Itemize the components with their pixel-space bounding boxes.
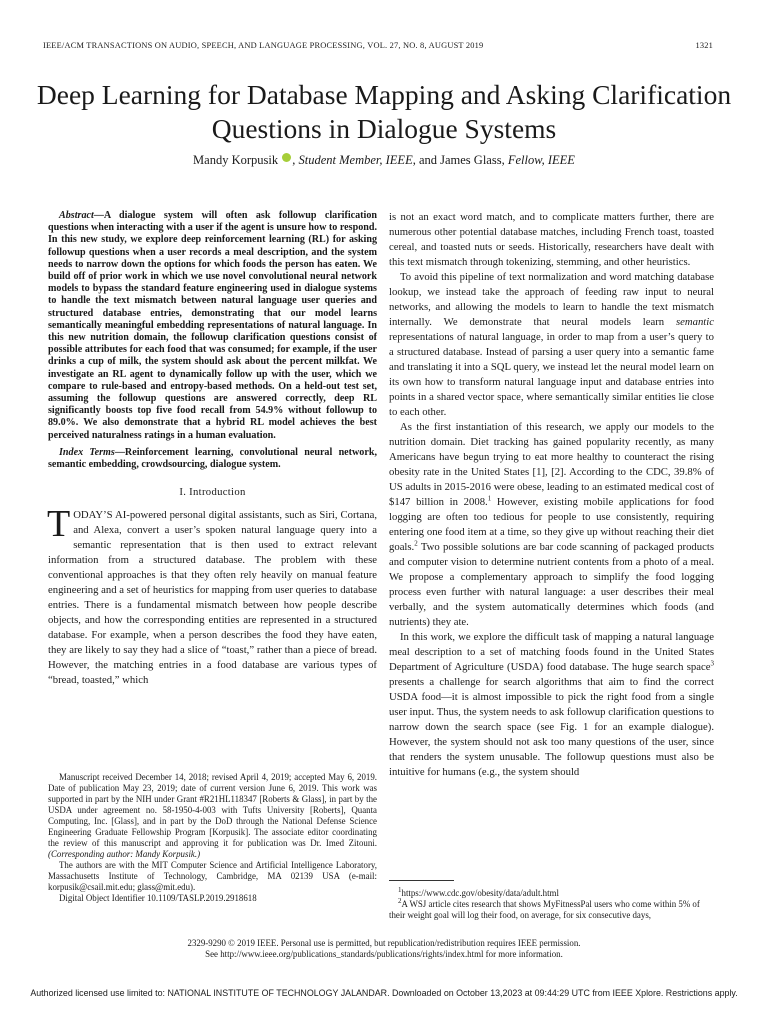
dropcap: T bbox=[47, 503, 71, 546]
abstract: Abstract—A dialogue system will often ask followup clarification questions when interacting with a user if the agent is unsure how to respond. In this new study, we explore deep reinforcement learning (RL) for asking followup questions when a user records a meal description, and the system needs to narrow down the options for which foods the person has eaten. We build off of prior work in which we use novel convolutional neural network models to bypass the standard feature engineering used in dialogue systems to handle the text mismatch between natural language user queries and structured database entries, demonstrating that our model learns semantically meaningful embedding representations of natural language. In this new nutrition domain, the followup clarification questions consist of possible attributes for each food that was consumed; for example, if the user drinks a cup of milk, the system should ask about the percent milkfat. We investigate an RL agent to dynamically follow up with the user, which we compare to rule-based and entropy-based methods. On a held-out test set, assuming the followup questions are answered correctly, deep RL significantly boosts top five food recall from 54.9% without followup to 89.0%. We also demonstrate that a hybrid RL model achieves the best perceived naturalness ratings in a human evaluation. bbox=[48, 210, 377, 441]
footnote-ref[interactable]: 3 bbox=[710, 659, 714, 668]
affiliation-note: The authors are with the MIT Computer Science and Artificial Intelligence Laboratory, Massachusetts Institute of Technology, Cambridge, MA 02139 USA (e-mail: korpusik@csail.mit.edu; glass@mit.edu). bbox=[48, 860, 377, 892]
index-terms-text: Reinforcement learning, convolutional neural network, semantic embedding, crowdsourcing, dialogue system. bbox=[48, 446, 377, 471]
abstract-label: Abstract bbox=[59, 210, 94, 221]
running-header bbox=[43, 41, 713, 50]
license-banner: Authorized licensed use limited to: NATIONAL INSTITUTE OF TECHNOLOGY JALANDAR. Downloaded on October 13,2023 at 09:44:29 UTC from IEEE Xplore. Restrictions apply. bbox=[30, 988, 738, 998]
orcid-icon[interactable] bbox=[282, 153, 291, 162]
author-role: Fellow, IEEE bbox=[507, 153, 575, 167]
footnote-link[interactable]: https://www.cdc.gov/obesity/data/adult.html bbox=[401, 888, 559, 898]
first-page-footnote bbox=[48, 772, 377, 904]
intro-text: ODAY’S AI-powered personal digital assistants, such as Siri, Cortana, and Alexa, convert a user’s spoken natural language query into a semantic representation that is then used to extract relevant information from a structured database. The problem with these conventional approaches is that they often rely heavily on manual feature engineering and a set of heuristics for mapping from user queries to database entries. There is a fundamental mismatch between how people describe objects, and how the corresponding entities are represented in a structured database. For example, when a person describes the food they have eaten, they are likely to say they had a slice of “toast,” rather than a piece of bread. However, the matching entries in a food database are various types of “bread, toasted,” which bbox=[48, 509, 377, 687]
manuscript-note: Manuscript received December 14, 2018; revised April 4, 2019; accepted May 6, 2019. Date of publication May 23, 2019; date of current version June 6, 2019. This work was supported in part by the NIH under Grant #R21HL118347 [Roberts & Glass], in part by the USDA under agreement no. 58-1950-4-003 with Tufts University [Roberts], Quanta Computing, Inc. [Glass], and in part by the DoD through the National Defense Science Engineering Graduate Fellowship Program [Korpusik]. The associate editor coordinating the review of this manuscript and approving it for publication was Dr. Imed Zitouni. (Corresponding author: Mandy Korpusik.) bbox=[48, 772, 377, 859]
section-heading: I. Introduction bbox=[179, 486, 246, 499]
copyright-notice bbox=[30, 938, 738, 960]
footnotes bbox=[389, 888, 714, 921]
journal-name: IEEE/ACM TRANSACTIONS ON AUDIO, SPEECH, AND LANGUAGE PROCESSING, VOL. 27, NO. 8, AUGUST 2019 bbox=[43, 41, 484, 50]
right-column bbox=[389, 210, 714, 780]
author-connector: , and James Glass, bbox=[412, 153, 505, 167]
author-role: Student Member, IEEE bbox=[298, 153, 413, 167]
footnote-ref[interactable]: 2 bbox=[414, 539, 418, 548]
abstract-text: A dialogue system will often ask followup clarification questions when interacting with a user if the agent is unsure how to respond. In this new study, we explore deep reinforcement learning (RL) for asking followup questions when a user records a meal description, and the system needs to narrow down the options for which foods the person has eaten. We build off of prior work in which we use novel convolutional neural network models to bypass the standard feature engineering used in dialogue systems to handle the text mismatch between natural language user queries and structured database entries, demonstrating that our model learns semantically meaningful embedding representations of natural language. In this new nutrition domain, the followup clarification questions consist of possible attributes for each food that was consumed; for example, if the user drinks a cup of milk, the system should ask about the percent milkfat. We investigate an RL agent to dynamically follow up with the user, which we compare to rule-based and entropy-based methods. On a held-out test set, assuming the followup questions are answered correctly, deep RL significantly boosts top five food recall from 54.9% without followup to 89.0%. We also demonstrate that a hybrid RL model achieves the best perceived naturalness ratings in a human evaluation. bbox=[48, 210, 377, 441]
body-paragraph: To avoid this pipeline of text normalization and word matching database lookup, we instead take the approach of feeding raw input to neural networks, and allowing the models to learn to handle the text mismatch internally. We demonstrate that neural models learn semantic representations of natural language, in order to map from a user’s query to a structured database. Instead of parsing a user query into a semantic fame and translating it into a SQL query, we instead let the neural model learn on its own how to transform natural language input and database entries into points in a shared vector space, where semantically similar entities lie close to each other. bbox=[389, 271, 714, 418]
index-terms-label: Index Terms bbox=[59, 446, 115, 458]
footnote-ref[interactable]: 1 bbox=[487, 494, 492, 503]
copyright-line: 2329-9290 © 2019 IEEE. Personal use is permitted, but republication/redistribution requires IEEE permission. bbox=[187, 938, 581, 948]
page-number: 1321 bbox=[695, 41, 713, 50]
rights-link[interactable]: See http://www.ieee.org/publications_standards/publications/rights/index.html for more information. bbox=[205, 949, 563, 959]
body-paragraph: is not an exact word match, and to complicate matters further, there are numerous other potential database matches, including French toast, toasted cereal, and toasted nuts or seeds. Historically, researchers have dealt with this text mismatch through tokenizing, stemming, and other heuristics. bbox=[389, 211, 714, 268]
footnote-rule bbox=[389, 880, 454, 881]
body-paragraph: In this work, we explore the difficult task of mapping a natural language meal description to a set of matching foods found in the United States Department of Agriculture (USDA) food database. The huge search space$^3$ presents a challenge for search algorithms that aim to find the correct USDA food—it is almost impossible to pick the right food from a single user input. Thus, the system needs to ask followup clarification questions to narrow down the search space (see Fig. 1 for an example dialogue). However, the system should not ask too many questions of the user, since that renders the system unusable. The followup questions must also be intuitive for humans (e.g., the system should bbox=[389, 631, 714, 778]
paper-title: Deep Learning for Database Mapping and Asking Clarification Questions in Dialogue Systems bbox=[36, 79, 732, 144]
index-terms: Index Terms—Reinforcement learning, convolutional neural network, semantic embedding, crowdsourcing, dialogue system. bbox=[48, 446, 377, 471]
doi-note: Digital Object Identifier 10.1109/TASLP.2019.2918618 bbox=[59, 893, 257, 903]
left-column bbox=[48, 210, 377, 688]
intro-paragraph bbox=[47, 503, 377, 688]
footnote-1: $^1$https://www.cdc.gov/obesity/data/adult.html bbox=[398, 886, 559, 898]
footnote-2: $^2$A WSJ article cites research that shows MyFitnessPal users who come within 5% of their weight goal will log their food, on average, for six consecutive days, bbox=[389, 897, 700, 920]
author-name: Mandy Korpusik bbox=[193, 153, 279, 167]
author-line: Mandy Korpusik , Student Member, IEEE, and James Glass, Fellow, IEEE bbox=[193, 153, 575, 167]
body-paragraph: As the first instantiation of this research, we apply our models to the nutrition domain. Diet tracking has gained popularity recently, as many Americans have begun trying to eat more healthy to counteract the rising obesity rate in the United States [1], [2]. According to the CDC, 39.8% of US adults in 2015-2016 were obese, leading to an estimated medical cost of $147 billion in 2008.$^1$ However, existing mobile applications for food logging are often too tedious for people to use consistently, requiring entering one food item at a time, so they give up without reaching their diet goals.$^2$ Two possible solutions are bar code scanning of packaged products and computer vision to determine nutrient contents from a photo of a meal. We propose a complementary approach to simplify the food logging process even further with natural language: a user describes their meal verbally, and the system automatically determines which foods (and nutrients) they ate. bbox=[389, 421, 714, 628]
